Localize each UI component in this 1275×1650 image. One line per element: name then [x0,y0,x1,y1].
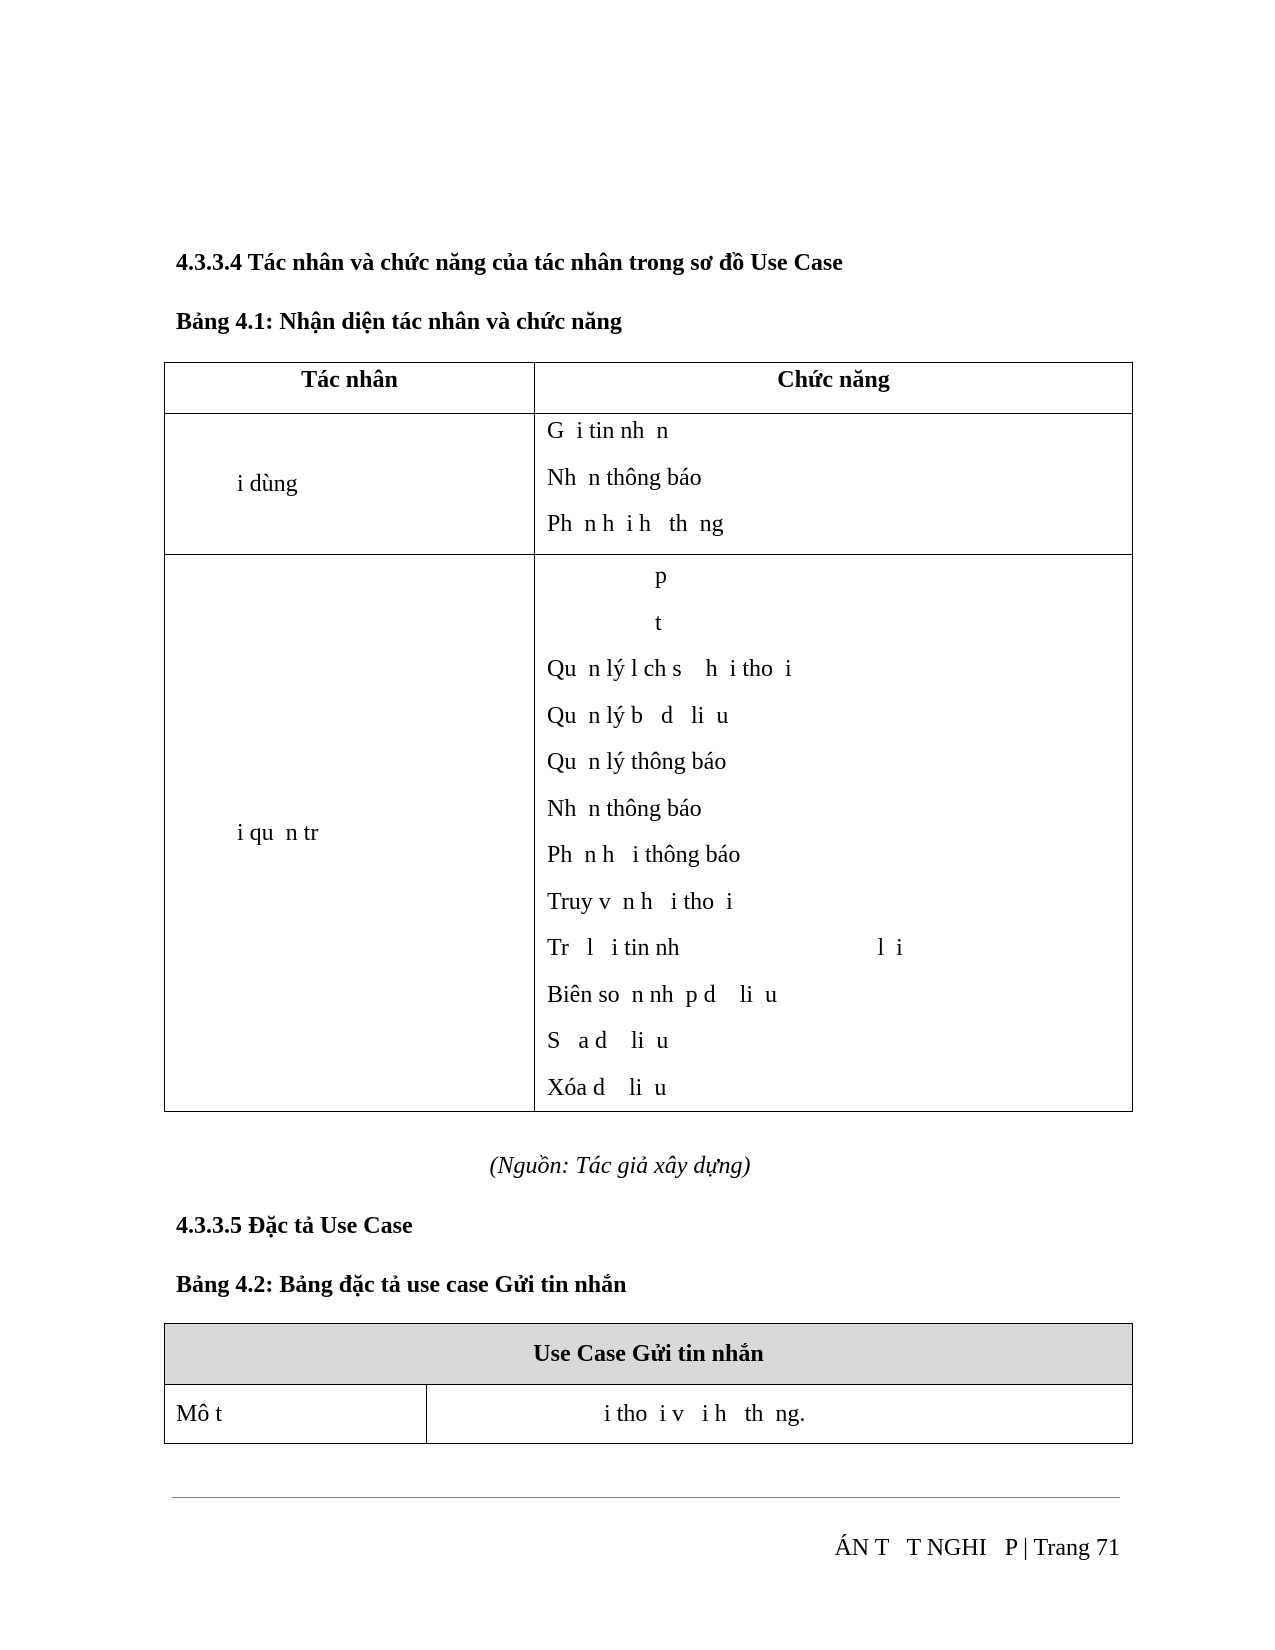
list-item: Tr l i tin nh l i [547,935,903,961]
actor-admin: i qu n tr [165,555,535,1112]
list-item: Qu n lý b d li u [547,702,729,729]
table-header-row [165,363,1133,414]
list-item: Truy v n h i tho i [547,888,733,915]
table-row [165,414,1133,555]
list-item: Biên so n nh p d li u [547,981,778,1008]
list-item: Xóa d li u [547,1074,667,1101]
actor-user: i dùng [165,414,535,555]
list-item: S a d li u [547,1028,669,1054]
spec-value: i tho i v i h th ng. [427,1385,1133,1444]
spec-label: Mô t [165,1385,427,1444]
function-list [535,553,1132,1111]
use-case-spec-table [164,1323,1133,1444]
list-item: Qu n lý l ch s h i tho i [547,656,792,682]
header-actor: Tác nhân [165,363,535,414]
list-item: G i tin nh n [547,418,669,444]
list-item: Nh n thông báo [547,795,702,822]
table-row [165,555,1133,1112]
section-heading-4-3-3-5: 4.3.3.5 Đặc tả Use Case [176,1213,413,1239]
table-row [165,1385,1133,1444]
table-title-row [165,1324,1133,1385]
use-case-title: Use Case Gửi tin nhắn [165,1324,1133,1385]
function-cell [535,555,1133,1112]
list-item: Ph n h i thông báo [547,842,741,868]
list-item: Ph n h i h th ng [547,511,724,537]
table-4-2-caption: Bảng 4.2: Bảng đặc tả use case Gửi tin nhắn [176,1272,627,1298]
list-item: t [547,609,662,636]
section-heading-4-3-3-4: 4.3.3.4 Tác nhân và chức năng của tác nhân trong sơ đồ Use Case [176,250,843,276]
list-item: Nh n thông báo [547,464,702,491]
header-function: Chức năng [535,363,1133,414]
function-cell [535,414,1133,555]
function-list [535,408,1132,548]
table-source-note: (Nguồn: Tác giả xây dựng) [489,1153,751,1179]
list-item: Qu n lý thông báo [547,749,727,775]
list-item: p [547,563,667,589]
page-footer: ÁN T T NGHI P | Trang 71 [834,1535,1120,1561]
actor-function-table [164,362,1133,1112]
table-4-1-caption: Bảng 4.1: Nhận diện tác nhân và chức năng [176,309,622,335]
footer-divider [172,1497,1120,1498]
